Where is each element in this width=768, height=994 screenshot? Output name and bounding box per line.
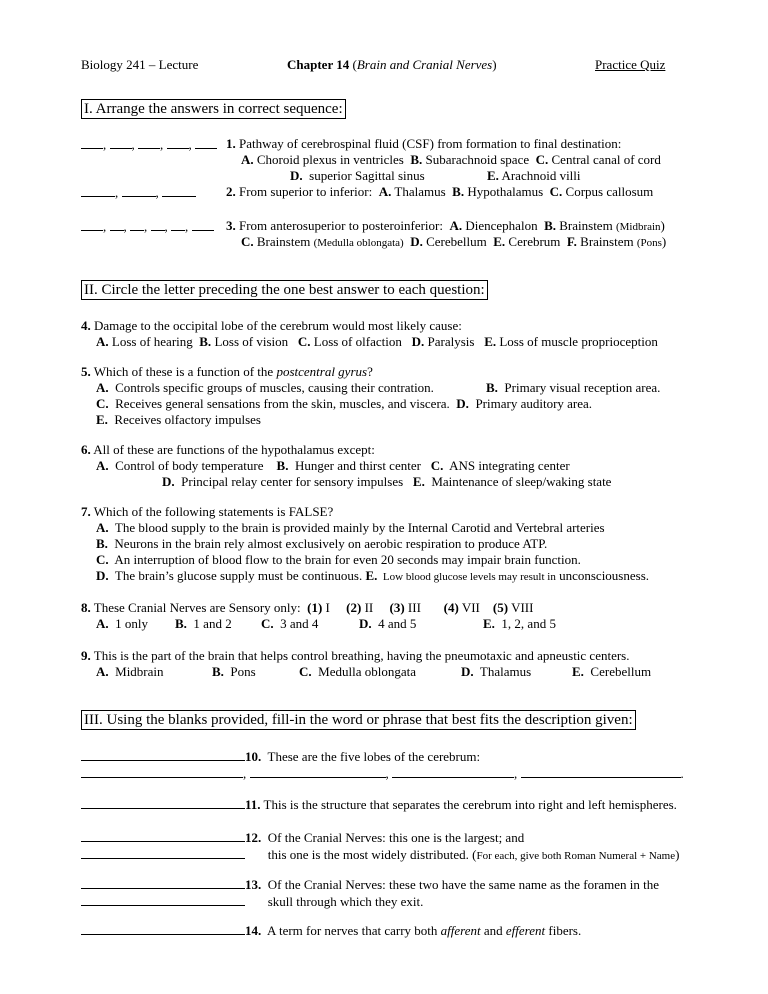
q13-line2: skull through which they exit. [81, 893, 423, 910]
q8-option-d: D. 4 and 5 [359, 616, 417, 631]
q2-text: 2. From superior to inferior: A. Thalamus B. Hypothalamus C. Corpus callosum [226, 184, 654, 199]
q1-text: 1. Pathway of cerebrospinal fluid (CSF) from formation to final destination: [226, 136, 622, 151]
q2-blanks: , , [81, 184, 196, 201]
q5-option-a: A. Controls specific groups of muscles, causing their contration. [96, 380, 434, 395]
q4-options: A. Loss of hearing B. Loss of vision C. Loss of olfaction D. Paralysis E. Loss of muscle proprioception [96, 334, 658, 349]
q10-lobe-blanks: , , , . [81, 765, 684, 782]
q7-option-c: C. An interruption of blood flow to the brain for even 20 seconds may impair brain function. [96, 552, 581, 567]
q7-option-a: A. The blood supply to the brain is provided mainly by the Internal Carotid and Vertebral arteries [96, 520, 605, 535]
q9-option-a: A. Midbrain [96, 664, 164, 679]
q10-text: 10. These are the five lobes of the cerebrum: [81, 748, 480, 765]
q5-option-c: C. Receives general sensations from the skin, muscles, and viscera. D. Primary auditory area. [96, 396, 593, 411]
q3-blanks: , , , , , [81, 218, 214, 235]
q1-options-line2: D. superior Sagittal sinus [290, 168, 425, 183]
answer-blank[interactable] [81, 846, 245, 859]
q4-text: 4. Damage to the occipital lobe of the cerebrum would most likely cause: [81, 318, 462, 333]
q7-option-b: B. Neurons in the brain rely almost exclusively on aerobic respiration to produce ATP. [96, 536, 548, 551]
answer-blank[interactable] [81, 748, 245, 761]
section-1-heading: I. Arrange the answers in correct sequence: [81, 99, 346, 119]
q8-text: 8. These Cranial Nerves are Sensory only: (1) I (2) II (3) III (4) VII (5) VIII [81, 600, 534, 615]
section-2-heading: II. Circle the letter preceding the one best answer to each question: [81, 280, 488, 300]
q6-options-line2: D. Principal relay center for sensory impulses E. Maintenance of sleep/waking state [162, 474, 612, 489]
q8-option-a: A. 1 only [96, 616, 149, 631]
answer-blank[interactable] [81, 893, 245, 906]
q7-text: 7. Which of the following statements is FALSE? [81, 504, 334, 519]
q3-options-line2: C. Brainstem (Medulla oblongata) D. Cerebellum E. Cerebrum F. Brainstem (Pons) [241, 234, 667, 249]
q8-option-c: C. 3 and 4 [261, 616, 319, 631]
q1-options-line2b: E. Arachnoid villi [487, 168, 581, 183]
q9-option-c: C. Medulla oblongata [299, 664, 416, 679]
q5-text: 5. Which of these is a function of the postcentral gyrus? [81, 364, 373, 379]
q7-option-d: D. The brain’s glucose supply must be continuous. E. Low blood glucose levels may result in unconsciousness. [96, 568, 650, 583]
q5-option-b: B. Primary visual reception area. [486, 380, 661, 395]
q5-option-e: E. Receives olfactory impulses [96, 412, 261, 427]
answer-blank[interactable] [81, 922, 245, 935]
q13-text: 13. Of the Cranial Nerves: these two have the same name as the foramen in the [81, 876, 659, 893]
q9-option-d: D. Thalamus [461, 664, 532, 679]
q9-option-b: B. Pons [212, 664, 256, 679]
q1-blanks: , , , , [81, 136, 217, 153]
section-3-heading: III. Using the blanks provided, fill-in the word or phrase that best fits the description given: [81, 710, 636, 730]
q9-text: 9. This is the part of the brain that helps control breathing, having the pneumotaxic and apneustic centers. [81, 648, 630, 663]
answer-blank[interactable] [81, 796, 245, 809]
answer-blank[interactable] [81, 876, 245, 889]
q3-text: 3. From anterosuperior to posteroinferior: A. Diencephalon B. Brainstem (Midbrain) [226, 218, 665, 233]
q6-options-line1: A. Control of body temperature B. Hunger and thirst center C. ANS integrating center [96, 458, 570, 473]
quiz-label: Practice Quiz [595, 57, 666, 72]
answer-blank[interactable] [81, 829, 245, 842]
q8-option-e: E. 1, 2, and 5 [483, 616, 556, 631]
chapter-title: Chapter 14 (Brain and Cranial Nerves) [287, 57, 497, 72]
q6-text: 6. All of these are functions of the hypothalamus except: [81, 442, 375, 457]
q8-option-b: B. 1 and 2 [175, 616, 232, 631]
q12-text: 12. Of the Cranial Nerves: this one is the largest; and [81, 829, 524, 846]
q9-option-e: E. Cerebellum [572, 664, 652, 679]
q12-line2: this one is the most widely distributed. (For each, give both Roman Numeral + Name) [81, 846, 679, 863]
q14-text: 14. A term for nerves that carry both afferent and efferent fibers. [81, 922, 581, 939]
q1-options-line1: A. Choroid plexus in ventricles B. Subarachnoid space C. Central canal of cord [241, 152, 661, 167]
course-title: Biology 241 – Lecture [81, 57, 199, 72]
q11-text: 11. This is the structure that separates the cerebrum into right and left hemispheres. [81, 796, 677, 813]
